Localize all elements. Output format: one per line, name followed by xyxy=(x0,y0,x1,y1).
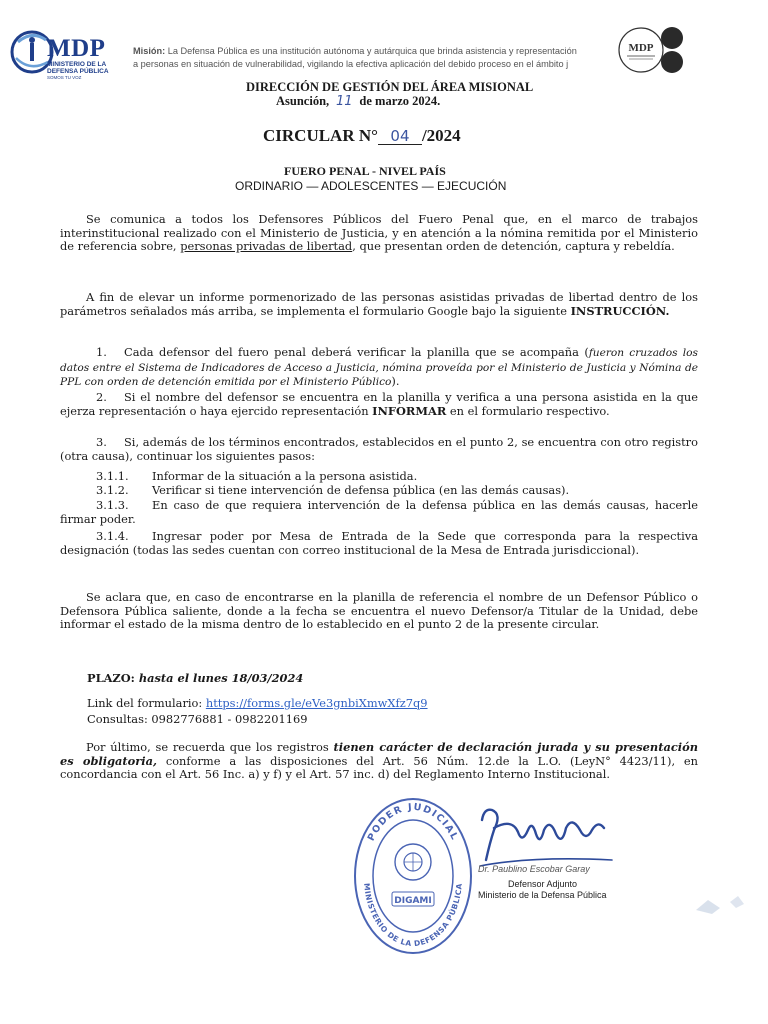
paragraph-3: Se aclara que, en caso de encontrarse en la planilla de referencia el nombre de un Defensor Público o Defensora Pública saliente, donde a la fecha se encuentra el nuevo Defensor/a Titular de la Unidad, debe informar el estado de la misma dentro de lo establecido en el punto 2 de la presente circular. xyxy=(60,590,698,632)
p1-text-a: Se comunica a todos los Defensores Públicos del Fuero Penal que, en el marco de trabajos interinstitucional realizado con el Ministerio de Justicia, y en atención a la nómina remitida por el Ministerio de referencia sobre, xyxy=(60,212,698,254)
item-3-number: 3. xyxy=(96,435,107,449)
p4-text-a: Por último, se recuerda que los registros xyxy=(86,740,334,754)
sub-item-3-1-1-text: Informar de la situación a la persona asistida. xyxy=(152,469,418,483)
deadline-label: PLAZO: xyxy=(87,671,139,685)
sub-item-3-1-4 xyxy=(60,530,698,557)
sub-item-3-1-2-number: 3.1.2. xyxy=(96,483,129,497)
sub-item-3-1-4-number: 3.1.4. xyxy=(96,529,129,543)
item-1-number: 1. xyxy=(96,345,107,359)
item-1-italic: fueron cruzados los datos entre el Sistema de Indicadores de Acceso a Justicia, nómina proveída por el Ministerio de Justicia y Nómina de PPL con orden de detención emitida por el Ministerio Público xyxy=(60,347,698,389)
item-2-bold: INFORMAR xyxy=(372,403,447,418)
logo-line2: DEFENSA PÚBLICA xyxy=(47,68,109,75)
subtitle-categories: ORDINARIO — ADOLESCENTES — EJECUCIÓN xyxy=(235,179,507,193)
sub-item-3-1-3 xyxy=(60,499,698,526)
signer-name: Dr. Paublino Escobar Garay xyxy=(478,864,590,874)
header-seal-abbr: MDP xyxy=(628,42,654,54)
logo-abbr: MDP xyxy=(47,35,106,62)
sub-item-3-1-1 xyxy=(60,470,698,484)
form-link[interactable]: https://forms.gle/eVe3gnbiXmwXfz7q9 xyxy=(205,696,428,710)
mission-line1: La Defensa Pública es una institución autónoma y autárquica que brinda asistencia y representación xyxy=(165,46,577,56)
p4-bold-italic: tienen carácter de declaración jurada y su presentación es obligatoria, xyxy=(60,740,698,768)
item-2-number: 2. xyxy=(96,390,107,404)
scan-smudge xyxy=(690,880,750,920)
circular-suffix: /2024 xyxy=(421,126,461,145)
paragraph-1 xyxy=(60,213,698,254)
stamp-center-text: DIGAMI xyxy=(394,896,432,906)
item-2-rest: en el formulario respectivo. xyxy=(446,403,610,418)
p2-instruction: INSTRUCCIÓN. xyxy=(570,303,670,318)
item-3-text: Si, además de los términos encontrados, establecidos en el punto 2, se encuentra con otro registro (otra causa), continuar los siguientes pasos: xyxy=(60,435,698,463)
circular-prefix: CIRCULAR N° xyxy=(263,126,378,145)
deadline-value: hasta el lunes 18/03/2024 xyxy=(138,671,304,685)
sub-item-3-1-2 xyxy=(60,484,698,498)
signer-role: Defensor Adjunto xyxy=(508,879,578,889)
mission-statement xyxy=(133,45,623,70)
svg-text:PODER JUDICIAL xyxy=(366,802,461,843)
date-day-handwritten: 11 xyxy=(336,94,353,109)
direction-title: DIRECCIÓN DE GESTIÓN DEL ÁREA MISIONAL xyxy=(246,80,534,94)
date-line xyxy=(276,94,440,109)
official-stamp xyxy=(352,796,474,956)
circular-title xyxy=(263,126,461,146)
p1-underlined: personas privadas de libertad xyxy=(180,239,353,254)
mission-label: Misión: xyxy=(133,46,166,56)
sub-item-3-1-3-text: En caso de que requiera intervención de la defensa pública en las demás causas, hacerle firmar poder. xyxy=(60,498,698,526)
logo-tagline: SOMOS TU VOZ xyxy=(47,75,82,80)
instruction-item-1 xyxy=(60,346,698,390)
deadline xyxy=(87,671,303,685)
paragraph-4 xyxy=(60,741,698,782)
sub-item-3-1-3-number: 3.1.3. xyxy=(96,498,129,512)
stamp-top-text: PODER JUDICIAL xyxy=(365,801,461,843)
circular-number: 04 xyxy=(378,128,422,145)
p1-text-b: , que presentan orden de detención, captura y rebeldía. xyxy=(352,239,675,254)
header-seal xyxy=(617,24,687,76)
logo-text xyxy=(47,36,109,81)
sub-item-3-1-1-number: 3.1.1. xyxy=(96,469,129,483)
p2-text: A fin de elevar un informe pormenorizado de las personas asistidas privadas de libertad dentro de los parámetros señalados más arriba, se implementa el formulario Google bajo la siguiente xyxy=(60,290,698,318)
sub-item-3-1-2-text: Verificar si tiene intervención de defensa pública (en las demás causas). xyxy=(152,483,570,497)
signer-organization: Ministerio de la Defensa Pública xyxy=(478,890,607,900)
subtitle-fuero: FUERO PENAL - NIVEL PAÍS xyxy=(284,164,446,178)
mission-line2: a personas en situación de vulnerabilidad, vigilando la efectiva aplicación del debido proceso en el ámbito j xyxy=(133,58,569,69)
instruction-item-2 xyxy=(60,391,698,418)
paragraph-2 xyxy=(60,291,698,318)
form-link-line xyxy=(87,696,428,710)
stamp-bottom-text: MINISTERIO DE LA DEFENSA PÚBLICA xyxy=(362,882,464,949)
date-place: Asunción, xyxy=(276,94,330,108)
form-link-label: Link del formulario: xyxy=(87,696,206,710)
item-2-text: Si el nombre del defensor se encuentra en la planilla y verifica a una persona asistida en la que ejerza representación o haya ejercido representación xyxy=(60,390,698,418)
contact-phones: Consultas: 0982776881 - 0982201169 xyxy=(87,712,308,726)
item-1-close: ). xyxy=(391,374,400,389)
instruction-item-3 xyxy=(60,436,698,463)
item-1-text: Cada defensor del fuero penal deberá verificar la planilla que se acompaña ( xyxy=(124,345,589,359)
date-rest: de marzo 2024. xyxy=(356,94,441,108)
logo-line1: MINISTERIO DE LA xyxy=(47,61,107,68)
p4-text-c: conforme a las disposiciones del Art. 56 Núm. 12.de la L.O. (LeyN° 4423/11), en concordancia con el Art. 56 Inc. a) y f) y el Art. 57 inc. d) del Reglamento Interno Institucional. xyxy=(60,753,698,782)
sub-item-3-1-4-text: Ingresar poder por Mesa de Entrada de la Sede que corresponda para la respectiva designación (todas las sedes cuentan con correo institucional de la Mesa de Entrada jurisdiccional). xyxy=(60,529,698,557)
